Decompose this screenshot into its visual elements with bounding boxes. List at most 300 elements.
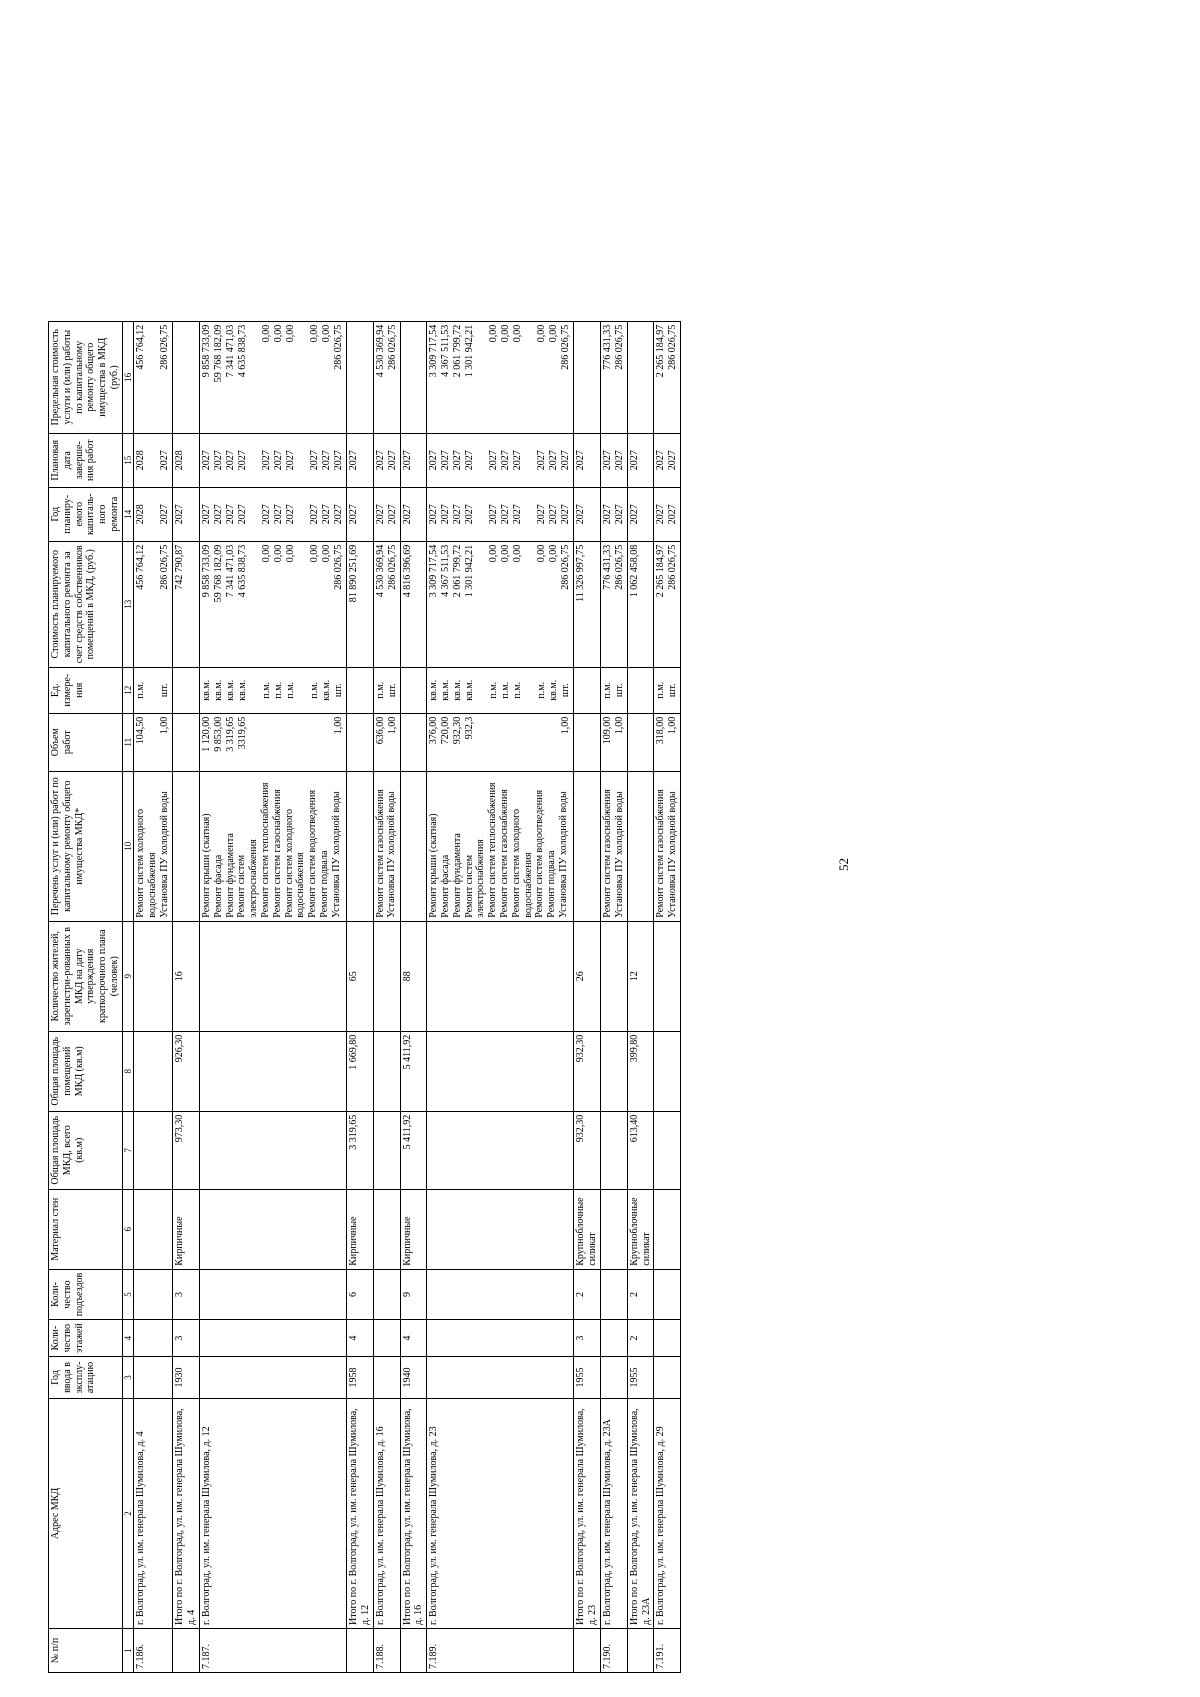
work-name: Ремонт систем теплоснабжения: [259, 782, 271, 918]
work-end-date: 2027: [200, 450, 212, 471]
work-end-date: 2027: [272, 450, 284, 471]
work-unit: кв.м.: [236, 679, 248, 701]
work-year: 2027: [224, 504, 236, 525]
total-end-date: 2027: [627, 433, 654, 487]
work-cost-cell: [134, 541, 173, 667]
work-end-date-cell: [427, 433, 574, 487]
work-end-date: 2027: [536, 450, 548, 471]
work-cost-cell: [427, 541, 574, 667]
column-index: 9: [122, 921, 134, 1031]
year-built: 1940: [400, 1357, 427, 1399]
work-cost: 0,00: [512, 544, 524, 563]
work-limit: 286 026,75: [667, 324, 679, 370]
total-area: 5 411,92: [400, 1111, 427, 1189]
work-end-date: 2027: [260, 450, 272, 471]
work-year: 2027: [452, 504, 464, 525]
work-unit: шт.: [332, 683, 344, 698]
empty-cell: [373, 1320, 400, 1357]
work-cost: 286 026,75: [613, 544, 625, 590]
work-year-cell: [654, 487, 681, 541]
work-unit-cell: [199, 667, 346, 713]
work-limit: 776 431,33: [601, 324, 613, 370]
work-cost: 0,00: [320, 544, 332, 563]
empty-cell: [199, 1269, 346, 1319]
work-name: Ремонт систем газоснабжения: [655, 789, 667, 918]
rooms-area: 5 411,92: [400, 1031, 427, 1111]
empty-cell: [600, 1189, 627, 1269]
table-row: [373, 321, 400, 1672]
work-limit: 9 858 733,09: [200, 324, 212, 378]
work-year-cell: [199, 487, 346, 541]
work-name: Ремонт подвала: [318, 850, 330, 918]
empty-cell: [427, 1031, 574, 1111]
total-row: [173, 321, 200, 1672]
empty-cell: [600, 1269, 627, 1319]
total-year: 2027: [400, 487, 427, 541]
column-index: 4: [122, 1320, 134, 1357]
work-unit: шт.: [613, 683, 625, 698]
work-volume: [321, 717, 333, 768]
total-row: [574, 321, 601, 1672]
empty-cell: [574, 667, 601, 713]
total-area: 973,30: [173, 1111, 200, 1189]
floors: 4: [346, 1320, 373, 1357]
work-name: Установка ПУ холодной воды: [330, 791, 342, 918]
empty-cell: [654, 921, 681, 1031]
column-index-row: [122, 321, 134, 1672]
work-volume: [261, 717, 273, 768]
work-end-date: 2027: [560, 450, 572, 471]
empty-cell: [627, 771, 654, 921]
empty-cell: [346, 713, 373, 771]
work-name: Ремонт систем водоотведения: [307, 789, 319, 918]
empty-cell: [346, 1629, 373, 1673]
work-unit: п.м.: [272, 681, 284, 699]
work-limit: 3 309 717,54: [428, 324, 440, 378]
empty-cell: [173, 667, 200, 713]
work-cost: 59 768 182,09: [212, 544, 224, 603]
work-cost: 7 341 471,03: [224, 544, 236, 598]
rooms-area: 399,80: [627, 1031, 654, 1111]
work-cost: 286 026,75: [159, 544, 171, 590]
empty-cell: [346, 667, 373, 713]
work-year: 2027: [500, 504, 512, 525]
work-unit-cell: [654, 667, 681, 713]
empty-cell: [427, 1357, 574, 1399]
work-cost: 4 367 511,53: [440, 544, 452, 597]
empty-cell: [199, 1031, 346, 1111]
empty-cell: [574, 321, 601, 433]
work-year: 2027: [374, 504, 386, 525]
column-index: 12: [122, 667, 134, 713]
empty-cell: [199, 921, 346, 1031]
total-end-date: 2027: [400, 433, 427, 487]
work-limit: 4 367 511,53: [440, 324, 452, 377]
empty-cell: [373, 1357, 400, 1399]
column-header: Объем работ: [49, 713, 123, 771]
work-unit: п.м.: [536, 681, 548, 699]
work-cost: 286 026,75: [386, 544, 398, 590]
column-header: Коли-чество этажей: [49, 1320, 123, 1357]
empty-cell: [134, 1111, 173, 1189]
work-end-date: 2027: [212, 450, 224, 471]
work-unit: кв.м.: [440, 679, 452, 701]
work-volume: [309, 717, 321, 768]
total-end-date: 2028: [173, 433, 200, 487]
total-row: [627, 321, 654, 1672]
work-cost: 4 530 369,94: [374, 544, 386, 598]
work-volume: 1,00: [386, 716, 398, 735]
work-limit: 286 026,75: [159, 324, 171, 370]
work-volume: 104,50: [135, 716, 147, 745]
work-volume: [512, 717, 536, 768]
wall-material: Кирпичные: [173, 1189, 200, 1269]
column-index: 1: [122, 1629, 134, 1673]
column-index: 7: [122, 1111, 134, 1189]
work-limit: 0,00: [284, 324, 296, 343]
address: г. Волгоград, ул. им. генерала Шумилова, д. 12: [199, 1399, 346, 1629]
work-year: 2028: [135, 504, 147, 525]
work-name-cell: [654, 771, 681, 921]
empty-cell: [199, 1320, 346, 1357]
work-volume-cell: [199, 713, 346, 771]
address: г. Волгоград, ул. им. генерала Шумилова, д. 23А: [600, 1399, 627, 1629]
work-volume: 932,3: [464, 716, 476, 740]
work-cost: 0,00: [488, 544, 500, 563]
empty-cell: [574, 771, 601, 921]
floors: 3: [173, 1320, 200, 1357]
total-year: 2027: [574, 487, 601, 541]
work-name-cell: [600, 771, 627, 921]
work-cost: 0,00: [308, 544, 320, 563]
column-index: 8: [122, 1031, 134, 1111]
work-limit: 286 026,75: [332, 324, 344, 370]
work-volume: 932,30: [452, 716, 464, 745]
work-limit: 59 768 182,09: [212, 324, 224, 383]
work-limit: 0,00: [488, 324, 500, 343]
work-name: Ремонт систем теплоснабжения: [487, 782, 499, 918]
work-name: Установка ПУ холодной воды: [613, 791, 625, 918]
empty-cell: [400, 713, 427, 771]
work-volume: [500, 717, 512, 768]
work-cost: 0,00: [500, 544, 512, 563]
year-built: 1958: [346, 1357, 373, 1399]
work-volume: [548, 717, 560, 768]
work-limit: 2 265 184,97: [655, 324, 667, 378]
empty-cell: [654, 1320, 681, 1357]
work-unit: п.м.: [512, 681, 524, 699]
empty-cell: [173, 321, 200, 433]
empty-cell: [654, 1031, 681, 1111]
empty-cell: [400, 771, 427, 921]
work-year: 2027: [284, 504, 296, 525]
work-name: Ремонт фасада: [212, 854, 224, 918]
work-volume-cell: [600, 713, 627, 771]
work-cost: 776 431,33: [601, 544, 613, 590]
work-volume-cell: [134, 713, 173, 771]
work-unit: кв.м.: [428, 679, 440, 701]
total-year: 2027: [346, 487, 373, 541]
work-name: Ремонт систем газоснабжения: [271, 789, 283, 918]
rooms-area: 1 669,80: [346, 1031, 373, 1111]
work-unit: п.м.: [260, 681, 272, 699]
work-name-cell: [373, 771, 400, 921]
table-row: [134, 321, 173, 1672]
address: г. Волгоград, ул. им. генерала Шумилова, д. 23: [427, 1399, 574, 1629]
entrances: 3: [173, 1269, 200, 1319]
work-volume-cell: [427, 713, 574, 771]
total-area: 932,30: [574, 1111, 601, 1189]
work-year: 2027: [272, 504, 284, 525]
entrances: 9: [400, 1269, 427, 1319]
empty-cell: [346, 321, 373, 433]
work-unit-cell: [134, 667, 173, 713]
empty-cell: [173, 771, 200, 921]
item-number: 7.189.: [427, 1629, 574, 1673]
total-end-date: 2027: [574, 433, 601, 487]
wall-material: Крупноблочные силикат: [627, 1189, 654, 1269]
empty-cell: [574, 713, 601, 771]
work-volume: 1,00: [560, 716, 572, 735]
work-limit: 2 061 799,72: [452, 324, 464, 378]
table-row: [199, 321, 346, 1672]
floors: 3: [574, 1320, 601, 1357]
empty-cell: [199, 1357, 346, 1399]
column-index: 6: [122, 1189, 134, 1269]
work-end-date: 2027: [464, 450, 476, 471]
work-unit: кв.м.: [200, 679, 212, 701]
work-volume: [273, 717, 285, 768]
work-name: Ремонт систем водоотведения: [534, 789, 546, 918]
work-limit: 286 026,75: [386, 324, 398, 370]
work-volume: 109,00: [601, 716, 613, 745]
work-limit: 456 764,12: [135, 324, 147, 370]
work-cost: 0,00: [536, 544, 548, 563]
work-name: Ремонт систем холодного водоснабжения: [135, 808, 159, 918]
empty-cell: [427, 1111, 574, 1189]
work-name: Ремонт фасада: [439, 854, 451, 918]
header-row: [49, 321, 123, 1672]
work-unit: п.м.: [284, 681, 296, 699]
work-name: Ремонт систем холодного водоснабжения: [283, 808, 307, 918]
work-end-date: 2027: [548, 450, 560, 471]
empty-cell: [199, 1111, 346, 1189]
work-volume: 1,00: [613, 716, 625, 735]
entrances: 2: [574, 1269, 601, 1319]
column-header: Общая площадь МКД, всего (кв.м): [49, 1111, 123, 1189]
work-name: Ремонт крыши (скатная): [200, 813, 212, 918]
work-end-date: 2028: [135, 450, 147, 471]
empty-cell: [134, 1269, 173, 1319]
work-end-date: 2027: [655, 450, 667, 471]
work-cost: 286 026,75: [667, 544, 679, 590]
column-index: 16: [122, 321, 134, 433]
empty-cell: [600, 921, 627, 1031]
work-volume: [488, 717, 500, 768]
work-end-date: 2027: [500, 450, 512, 471]
work-year: 2027: [464, 504, 476, 525]
empty-cell: [134, 921, 173, 1031]
empty-cell: [600, 1111, 627, 1189]
work-end-date: 2027: [320, 450, 332, 471]
empty-cell: [134, 1357, 173, 1399]
work-limit: 0,00: [272, 324, 284, 343]
empty-cell: [400, 1629, 427, 1673]
wall-material: Крупноблочные силикат: [574, 1189, 601, 1269]
work-volume: 376,00: [428, 716, 440, 745]
empty-cell: [427, 921, 574, 1031]
empty-cell: [654, 1111, 681, 1189]
item-number: 7.191.: [654, 1629, 681, 1673]
empty-cell: [400, 667, 427, 713]
empty-cell: [373, 1189, 400, 1269]
work-cost: 2 265 184,97: [655, 544, 667, 598]
work-cost-cell: [373, 541, 400, 667]
entrances: 2: [627, 1269, 654, 1319]
work-end-date: 2027: [224, 450, 236, 471]
empty-cell: [654, 1357, 681, 1399]
work-volume: 3319,65: [236, 716, 248, 750]
work-volume: [285, 717, 309, 768]
item-number: 7.186.: [134, 1629, 173, 1673]
work-cost: 4 635 838,73: [236, 544, 248, 598]
year-built: 1955: [627, 1357, 654, 1399]
work-cost: 0,00: [260, 544, 272, 563]
work-name-cell: [427, 771, 574, 921]
work-cost-cell: [199, 541, 346, 667]
work-unit: кв.м.: [320, 679, 332, 701]
work-cost: 0,00: [284, 544, 296, 563]
empty-cell: [427, 1269, 574, 1319]
empty-cell: [574, 1629, 601, 1673]
column-header: Стоимость планируемого капитального ремонта за счет средств собственников помещений в МКД, (руб.): [49, 541, 123, 667]
work-limit: 286 026,75: [613, 324, 625, 370]
work-volume: 1,00: [667, 716, 679, 735]
work-unit: п.м.: [500, 681, 512, 699]
work-end-date-cell: [199, 433, 346, 487]
work-year: 2027: [159, 504, 171, 525]
work-name: Ремонт систем газоснабжения: [498, 789, 510, 918]
work-volume: 636,00: [374, 716, 386, 745]
work-name: Ремонт систем электроснабжения: [463, 839, 487, 918]
work-volume: 318,00: [655, 716, 667, 745]
total-cost: 4 816 396,69: [400, 541, 427, 667]
total-label: Итого по г. Волгоград, ул. им. генерала Шумилова, д. 4: [173, 1399, 200, 1629]
work-limit: 0,00: [320, 324, 332, 343]
column-header: Количество жителей, зарегистри-рованных в МКД на дату утверждения краткосрочного плана (человек): [49, 921, 123, 1031]
page-number: 52: [836, 858, 851, 871]
total-area: 613,40: [627, 1111, 654, 1189]
work-end-date-cell: [654, 433, 681, 487]
empty-cell: [427, 1320, 574, 1357]
work-end-date: 2027: [613, 450, 625, 471]
total-label: Итого по г. Волгоград, ул. им. генерала Шумилова, д. 12: [346, 1399, 373, 1629]
table-row: [600, 321, 627, 1672]
work-unit: п.м.: [655, 681, 667, 699]
residents: 88: [400, 921, 427, 1031]
column-index: 11: [122, 713, 134, 771]
total-year: 2027: [627, 487, 654, 541]
work-year: 2027: [200, 504, 212, 525]
empty-cell: [400, 321, 427, 433]
work-year: 2027: [601, 504, 613, 525]
work-year: 2027: [488, 504, 500, 525]
work-end-date-cell: [134, 433, 173, 487]
total-cost: 81 890 251,69: [346, 541, 373, 667]
empty-cell: [627, 667, 654, 713]
work-limit: 0,00: [260, 324, 272, 343]
work-year-cell: [373, 487, 400, 541]
work-name: Ремонт систем холодного водоснабжения: [510, 808, 534, 918]
work-end-date: 2027: [236, 450, 248, 471]
column-index: 13: [122, 541, 134, 667]
work-limit: 0,00: [548, 324, 560, 343]
work-cost: 0,00: [272, 544, 284, 563]
work-cost: 3 309 717,54: [428, 544, 440, 598]
column-header: Коли-чество подъездов: [49, 1269, 123, 1319]
work-cost: 1 301 942,21: [464, 544, 476, 598]
work-limit-cell: [427, 321, 574, 433]
work-cost: 286 026,75: [332, 544, 344, 590]
work-unit: кв.м.: [548, 679, 560, 701]
total-end-date: 2027: [346, 433, 373, 487]
work-unit: п.м.: [135, 681, 147, 699]
work-year: 2027: [560, 504, 572, 525]
residents: 16: [173, 921, 200, 1031]
work-limit: 0,00: [308, 324, 320, 343]
work-limit: 4 635 838,73: [236, 324, 248, 378]
empty-cell: [600, 1357, 627, 1399]
work-unit-cell: [427, 667, 574, 713]
total-label: Итого по г. Волгоград, ул. им. генерала Шумилова, д. 16: [400, 1399, 427, 1629]
work-cost: 286 026,75: [560, 544, 572, 590]
work-limit: 4 530 369,94: [374, 324, 386, 378]
empty-cell: [134, 1189, 173, 1269]
work-unit: п.м.: [601, 681, 613, 699]
work-year: 2027: [655, 504, 667, 525]
work-year: 2027: [667, 504, 679, 525]
work-name: Ремонт систем газоснабжения: [374, 789, 386, 918]
floors: 2: [627, 1320, 654, 1357]
total-label: Итого по г. Волгоград, ул. им. генерала Шумилова, д. 23А: [627, 1399, 654, 1629]
work-limit: 0,00: [500, 324, 512, 343]
work-year: 2027: [236, 504, 248, 525]
empty-cell: [627, 713, 654, 771]
work-unit: шт.: [386, 683, 398, 698]
column-index: 14: [122, 487, 134, 541]
work-name: Ремонт систем электроснабжения: [236, 839, 260, 918]
work-year: 2027: [613, 504, 625, 525]
work-limit: 0,00: [536, 324, 548, 343]
column-header: Адрес МКД: [49, 1399, 123, 1629]
work-name-cell: [199, 771, 346, 921]
work-limit-cell: [199, 321, 346, 433]
work-cost: 9 858 733,09: [200, 544, 212, 598]
work-volume: 9 853,00: [212, 716, 224, 752]
work-cost: 2 061 799,72: [452, 544, 464, 598]
work-cost-cell: [600, 541, 627, 667]
empty-cell: [173, 1629, 200, 1673]
work-name: Установка ПУ холодной воды: [158, 791, 170, 918]
work-cost: 0,00: [548, 544, 560, 563]
work-name: Ремонт крыши (скатная): [428, 813, 440, 918]
work-limit: 7 341 471,03: [224, 324, 236, 378]
work-limit: 286 026,75: [560, 324, 572, 370]
work-end-date: 2027: [601, 450, 613, 471]
column-header: Ед. измере-ния: [49, 667, 123, 713]
work-unit: кв.м.: [212, 679, 224, 701]
empty-cell: [600, 1320, 627, 1357]
